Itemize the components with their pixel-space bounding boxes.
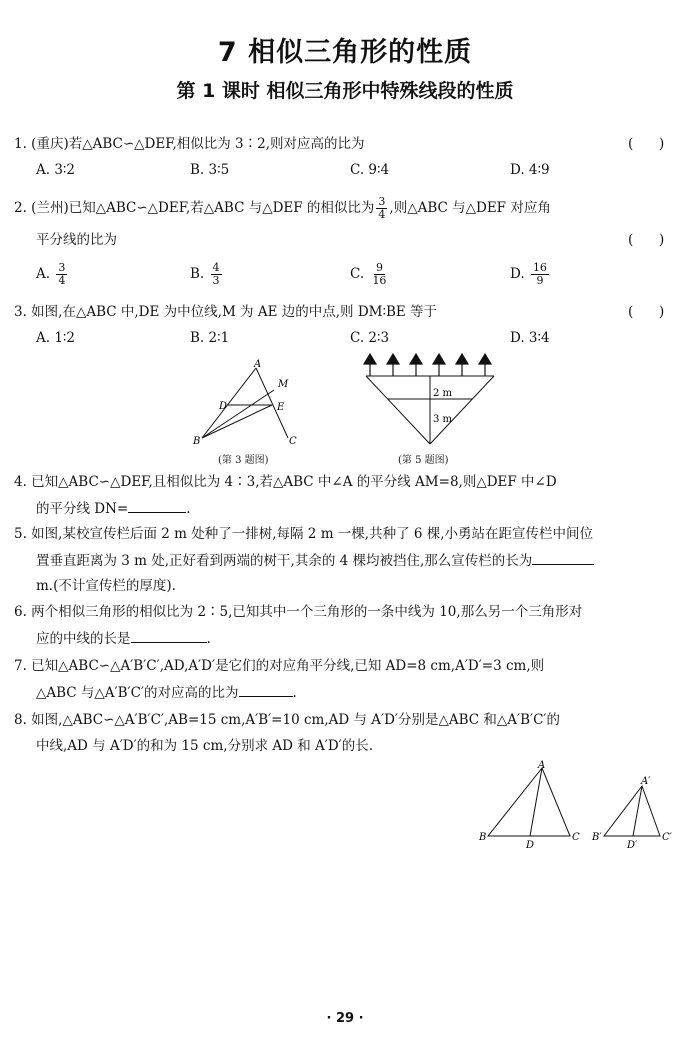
sight-line-right bbox=[430, 376, 494, 444]
question-3-answer-paren: ( ) bbox=[628, 304, 665, 320]
fraction-denominator: 4 bbox=[378, 208, 386, 221]
tree-icon bbox=[410, 354, 422, 376]
question-4-period: . bbox=[186, 501, 191, 517]
question-2-text bbox=[14, 196, 551, 221]
fraction-numerator: 4 bbox=[212, 261, 220, 274]
figure-question-3 bbox=[188, 358, 308, 448]
fraction-numerator: 16 bbox=[532, 261, 547, 274]
question-8-line-1: 8. 如图,△ABC∽△A′B′C′,AB=15 cm,A′B′=10 cm,AD 与 A′D′分别是△ABC 和△A′B′C′的 bbox=[14, 712, 560, 728]
option-fraction bbox=[211, 262, 222, 287]
question-4-text: 的平分线 DN= bbox=[36, 501, 129, 517]
question-2-fraction bbox=[376, 196, 387, 221]
question-7-line-1: 7. 已知△ABC∽△A′B′C′,AD,A′D′是它们的对应角平分线,已知 AD=8 cm,A′D′=3 cm,则 bbox=[14, 658, 545, 674]
label-c-prime: C′ bbox=[662, 832, 672, 843]
question-2-line-2: 平分线的比为 bbox=[36, 232, 117, 248]
option-fraction bbox=[56, 262, 67, 287]
fraction-denominator: 9 bbox=[536, 274, 544, 287]
fraction-numerator: 9 bbox=[375, 261, 383, 274]
question-2-text-a: 2. (兰州)已知△ABC∽△DEF,若△ABC 与△DEF 的相似比为 bbox=[14, 200, 375, 216]
question-2-option-c bbox=[350, 262, 390, 287]
distance-3m-label: 3 m bbox=[433, 414, 453, 425]
tree-icon bbox=[433, 354, 445, 376]
answer-blank[interactable] bbox=[239, 682, 293, 697]
question-6-period: . bbox=[206, 631, 211, 647]
question-3-text: 3. 如图,在△ABC 中,DE 为中位线,M 为 AE 边的中点,则 DM∶BE 等于 bbox=[14, 304, 438, 320]
answer-blank[interactable] bbox=[532, 550, 594, 565]
option-fraction bbox=[370, 262, 388, 287]
question-5-text: 置垂直距离为 3 m 处,正好看到两端的树干,其余的 4 棵均被挡住,那么宣传栏的长为 bbox=[36, 553, 533, 569]
question-3-option-d: D. 3∶4 bbox=[510, 330, 550, 346]
question-2-answer-paren: ( ) bbox=[628, 232, 665, 248]
option-label: C. bbox=[350, 266, 365, 282]
question-5-line-3: m.(不计宣传栏的厚度). bbox=[36, 578, 176, 594]
question-1-option-a: A. 3∶2 bbox=[36, 162, 76, 178]
fraction-numerator: 3 bbox=[378, 195, 386, 208]
distance-2m-label: 2 m bbox=[433, 388, 453, 399]
label-b: B bbox=[193, 436, 201, 447]
label-a: A bbox=[254, 359, 262, 370]
option-label: D. bbox=[510, 266, 525, 282]
question-1-option-d: D. 4∶9 bbox=[510, 162, 550, 178]
label-c: C bbox=[289, 436, 297, 447]
fraction-denominator: 16 bbox=[372, 274, 387, 287]
question-1-text: 1. (重庆)若△ABC∽△DEF,相似比为 3∶2,则对应高的比为 bbox=[14, 136, 365, 152]
question-6-line-2 bbox=[36, 628, 211, 649]
label-m: M bbox=[278, 379, 289, 390]
fraction-denominator: 4 bbox=[58, 274, 66, 287]
question-7-period: . bbox=[292, 685, 297, 701]
segment-ab bbox=[202, 368, 256, 438]
answer-blank[interactable] bbox=[128, 498, 186, 513]
question-1-option-c: C. 9∶4 bbox=[350, 162, 390, 178]
question-3-option-a: A. 1∶2 bbox=[36, 330, 76, 346]
label-a: A bbox=[538, 760, 546, 771]
label-b-prime: B′ bbox=[592, 832, 602, 843]
question-2-text-b: ,则△ABC 与△DEF 对应角 bbox=[389, 200, 551, 216]
tree-icon bbox=[364, 354, 376, 376]
label-a-prime: A′ bbox=[641, 776, 651, 787]
question-5-line-1: 5. 如图,某校宣传栏后面 2 m 处种了一排树,每隔 2 m 一棵,共种了 6 棵,小勇站在距宣传栏中间位 bbox=[14, 526, 594, 542]
segment-be bbox=[202, 405, 272, 438]
question-7-text: △ABC 与△A′B′C′的对应高的比为 bbox=[36, 685, 239, 701]
question-6-line-1: 6. 两个相似三角形的相似比为 2∶5,已知其中一个三角形的一条中线为 10,那么另一个三角形对 bbox=[14, 604, 583, 620]
tree-icon bbox=[387, 354, 399, 376]
label-d: D bbox=[219, 401, 228, 412]
tree-icon bbox=[479, 354, 491, 376]
question-5-line-2 bbox=[36, 550, 594, 571]
option-label: A. bbox=[36, 266, 51, 282]
question-8-line-2: 中线,AD 与 A′D′的和为 15 cm,分别求 AD 和 A′D′的长. bbox=[36, 738, 374, 754]
option-fraction bbox=[531, 262, 549, 287]
figure-question-8 bbox=[476, 760, 686, 852]
option-label: B. bbox=[190, 266, 205, 282]
figure-3-caption: (第 3 题图) bbox=[218, 455, 269, 466]
median-ad bbox=[530, 768, 542, 836]
sight-line-left bbox=[366, 376, 430, 444]
question-4-line-1: 4. 已知△ABC∽△DEF,且相似比为 4∶3,若△ABC 中∠A 的平分线 AM=8,则△DEF 中∠D bbox=[14, 474, 557, 490]
triangle-a2b2c2 bbox=[604, 786, 660, 836]
question-1-option-b: B. 3∶5 bbox=[190, 162, 230, 178]
question-2-option-a bbox=[36, 262, 69, 287]
label-d-prime: D′ bbox=[627, 840, 638, 851]
label-b: B bbox=[479, 832, 487, 843]
question-3-option-c: C. 2∶3 bbox=[350, 330, 390, 346]
fraction-denominator: 3 bbox=[212, 274, 220, 287]
tree-icon bbox=[456, 354, 468, 376]
question-2-option-b bbox=[190, 262, 224, 287]
question-2-option-d bbox=[510, 262, 551, 287]
label-d: D bbox=[526, 840, 535, 851]
figure-question-5 bbox=[358, 352, 506, 448]
median-a2d2 bbox=[633, 786, 642, 836]
question-6-text: 应的中线的长是 bbox=[36, 631, 131, 647]
page-number: · 29 · bbox=[326, 1011, 364, 1026]
figure-5-caption: (第 5 题图) bbox=[398, 455, 449, 466]
triangle-abc bbox=[488, 768, 570, 836]
question-1-answer-paren: ( ) bbox=[628, 136, 665, 152]
page-title: 7 相似三角形的性质 bbox=[217, 37, 473, 68]
segment-bm bbox=[202, 390, 274, 438]
label-c: C bbox=[572, 832, 580, 843]
fraction-numerator: 3 bbox=[58, 261, 66, 274]
question-3-option-b: B. 2∶1 bbox=[190, 330, 230, 346]
answer-blank[interactable] bbox=[131, 628, 207, 643]
question-4-line-2 bbox=[36, 498, 191, 519]
label-e: E bbox=[277, 402, 285, 413]
question-7-line-2 bbox=[36, 682, 297, 703]
lesson-subtitle: 第 1 课时 相似三角形中特殊线段的性质 bbox=[176, 80, 514, 102]
